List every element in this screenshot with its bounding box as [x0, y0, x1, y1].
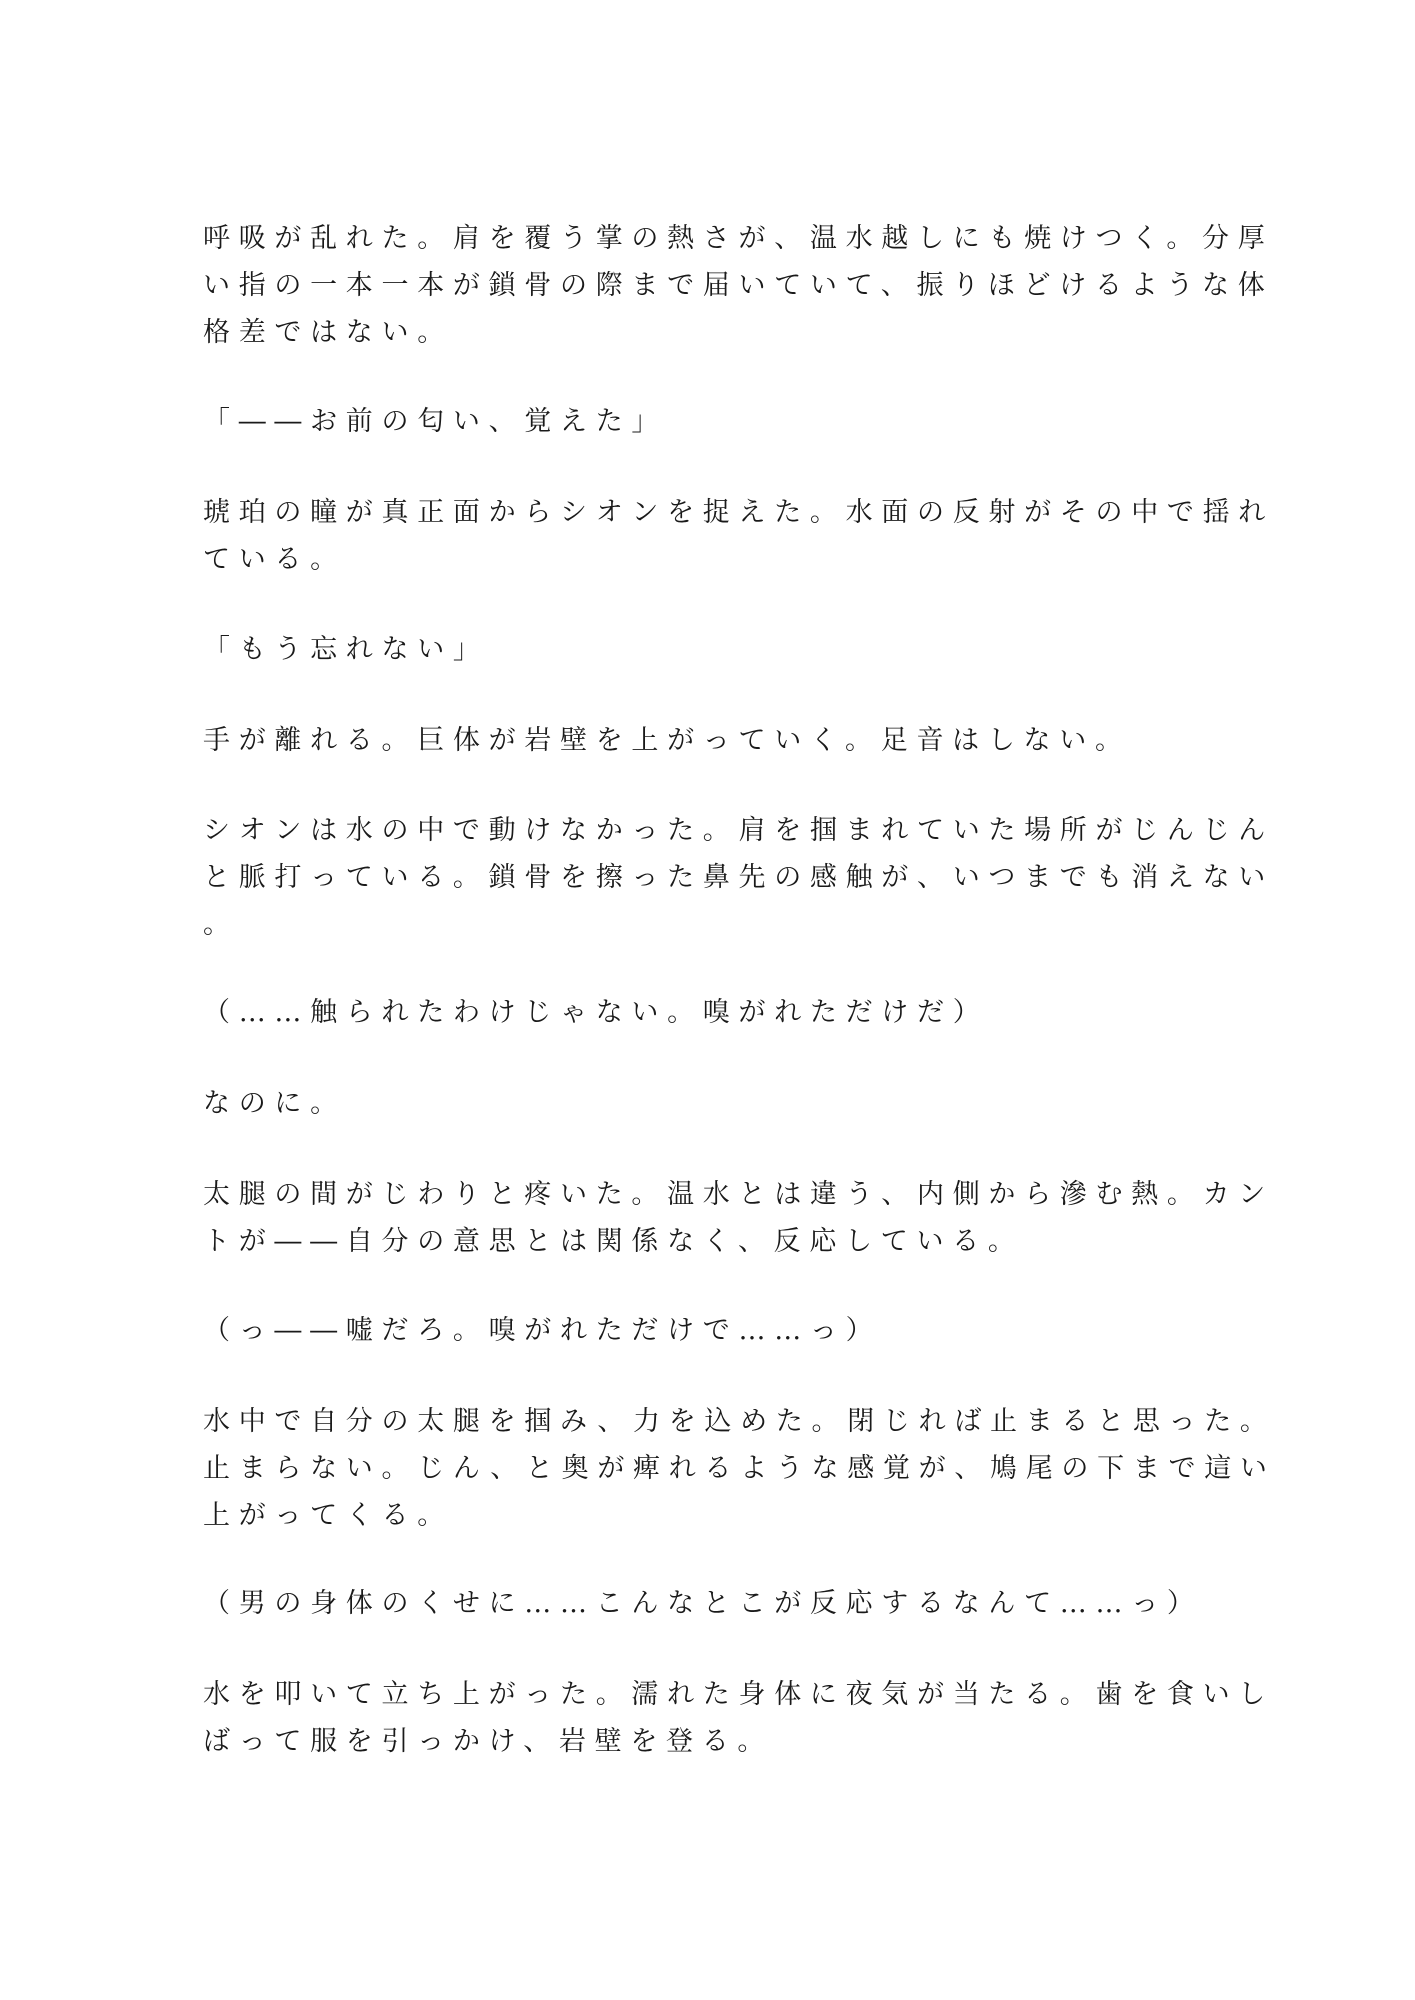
text-line: 呼吸が乱れた。肩を覆う掌の熱さが、温水越しにも焼けつく。分厚 — [203, 223, 1274, 254]
text-line: 止まらない。じん、と奥が痺れるような感覚が、鳩尾の下まで這い — [203, 1453, 1276, 1484]
text-line: トが――自分の意思とは関係なく、反応している。 — [203, 1226, 1024, 1257]
monologue-line: （男の身体のくせに……こんなとこが反応するなんて……っ） — [203, 1588, 1203, 1619]
dialogue-line: 「――お前の匂い、覚えた」 — [203, 406, 668, 437]
text-line: なのに。 — [203, 1088, 346, 1119]
text-line: ている。 — [203, 544, 346, 575]
text-line: 琥珀の瞳が真正面からシオンを捉えた。水面の反射がその中で揺れ — [203, 497, 1274, 528]
text-line: と脈打っている。鎖骨を擦った鼻先の感触が、いつまでも消えない — [203, 862, 1274, 893]
text-line: 格差ではない。 — [203, 317, 453, 348]
text-line: 太腿の間がじわりと疼いた。温水とは違う、内側から滲む熱。カン — [203, 1179, 1274, 1210]
text-line: 水中で自分の太腿を掴み、力を込めた。閉じれば止まると思った。 — [203, 1406, 1276, 1437]
text-line: 手が離れる。巨体が岩壁を上がっていく。足音はしない。 — [203, 725, 1131, 756]
text-line: シオンは水の中で動けなかった。肩を掴まれていた場所がじんじん — [203, 815, 1274, 846]
text-line: 。 — [203, 909, 239, 940]
monologue-line: （……触られたわけじゃない。嗅がれただけだ） — [203, 997, 989, 1028]
dialogue-line: 「もう忘れない」 — [203, 634, 489, 665]
text-line: 水を叩いて立ち上がった。濡れた身体に夜気が当たる。歯を食いし — [203, 1679, 1274, 1710]
text-line: ばって服を引っかけ、岩壁を登る。 — [203, 1726, 774, 1757]
text-line: 上がってくる。 — [203, 1500, 453, 1531]
text-line: い指の一本一本が鎖骨の際まで届いていて、振りほどけるような体 — [203, 270, 1274, 301]
monologue-line: （っ――嘘だろ。嗅がれただけで……っ） — [203, 1315, 882, 1346]
